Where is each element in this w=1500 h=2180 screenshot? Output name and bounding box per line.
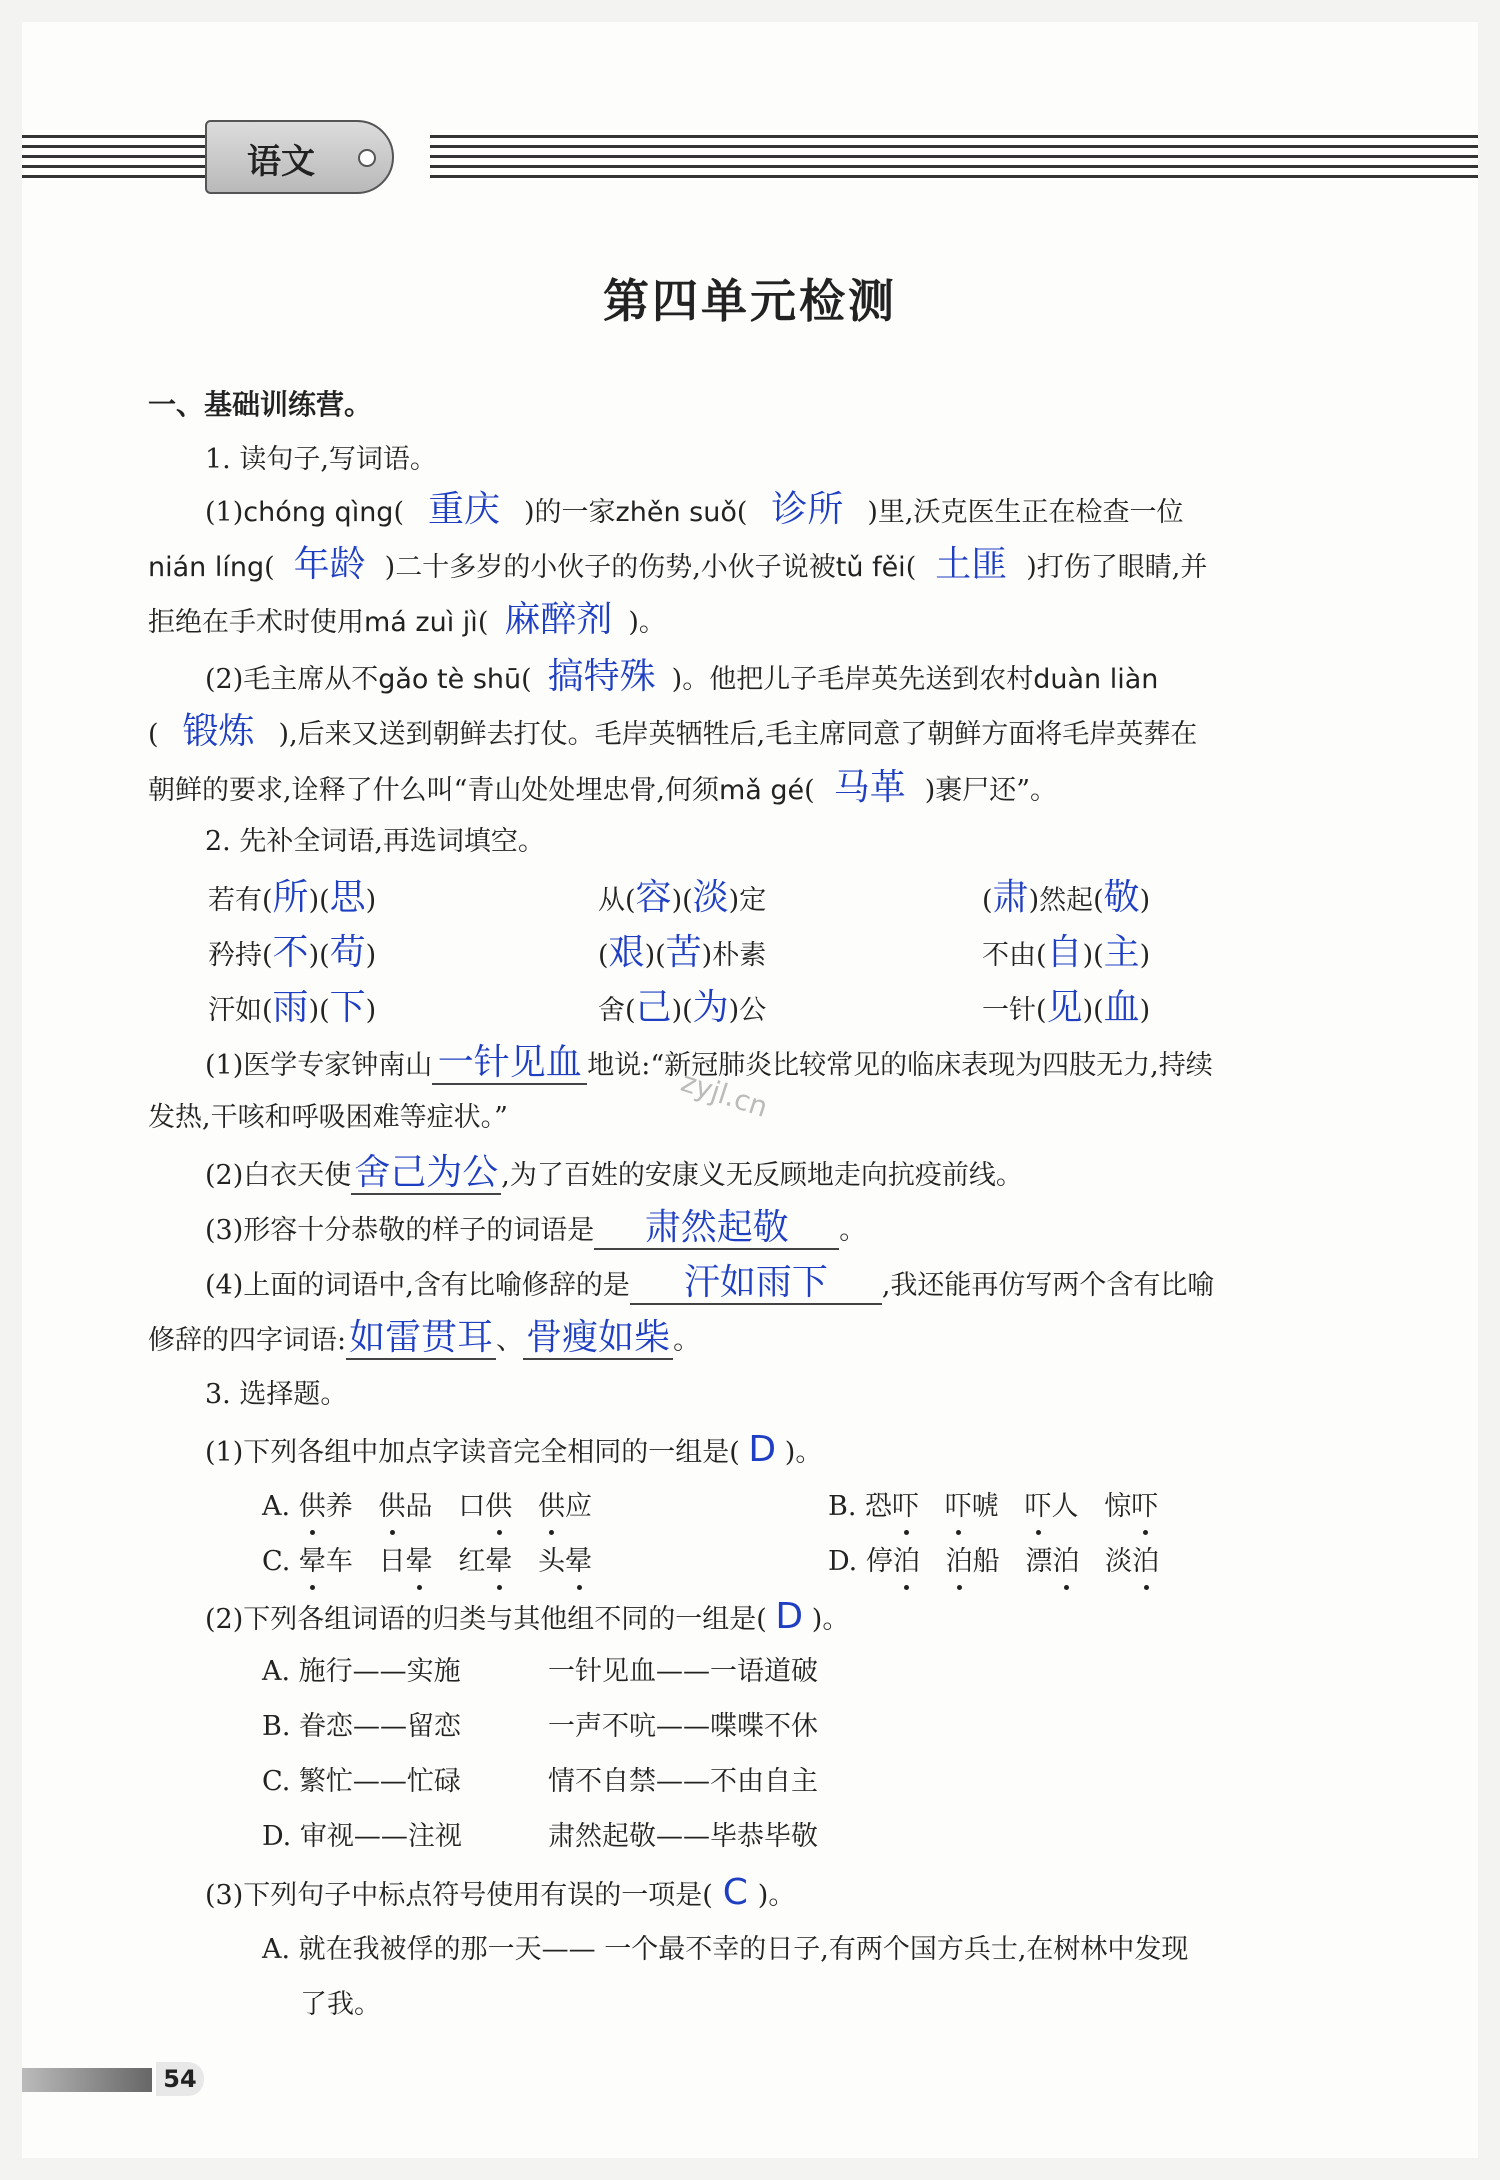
text: 地说:“新冠肺炎比较常见的临床表现为四肢无力,持续 [587,1050,1213,1081]
answer-char[interactable]: 不 [272,932,309,973]
answer-char[interactable]: 为 [692,987,729,1028]
pinyin: zhěn suǒ [615,497,737,528]
dotted-char: 晕 [485,1542,512,1582]
paren: ( [804,775,815,806]
text: A. [262,1491,291,1522]
q3-p1-option-c [262,1542,592,1582]
text: )。他把儿子毛岸英先送到农村 [671,664,1034,695]
q3-p2-option-d-right: 肃然起敬——毕恭毕敬 [548,1821,818,1852]
text: ) [1139,995,1151,1026]
dotted-char: 泊 [1132,1542,1159,1582]
blank-answer[interactable]: 一针见血 [432,1043,587,1085]
text: 日 [378,1546,406,1577]
dotted-char: 供 [299,1487,326,1527]
text: 从( [598,885,636,916]
answer-tufei[interactable]: 土匪 [935,544,1008,585]
text: ),后来又送到朝鲜去打仗。毛岸英牺牲后,毛主席同意了朝鲜方面将毛岸英葬在 [278,719,1198,750]
q2-sentence2 [205,1153,1023,1196]
tab-hole-icon [358,149,376,167]
text: 口 [458,1491,486,1522]
idiom-cell [208,986,376,1033]
paren: ( [148,719,159,750]
text: 养 [325,1491,353,1522]
text: 不由( [982,940,1047,971]
q3-p3-option-a: A. 就在我被俘的那一天—— 一个最不幸的日子,有两个国方兵士,在树林中发现 [262,1934,1189,1965]
q1-line5 [148,712,1197,755]
text: )二十多岁的小伙子的伤势,小伙子说被 [384,552,836,583]
idiom-cell [208,876,376,923]
text: 朝鲜的要求,诠释了什么叫“青山处处埋忠骨,何须 [148,775,719,806]
q3-p2-option-a-right: 一针见血——一语道破 [548,1656,818,1687]
q3-p3-option-a-cont: 了我。 [300,1989,381,2020]
answer-mazuiji[interactable]: 麻醉剂 [504,599,613,640]
text: ) [365,940,377,971]
dotted-char: 晕 [406,1542,433,1582]
answer-char[interactable]: 肃 [992,877,1029,918]
text: (3)下列句子中标点符号使用有误的一项是( [205,1880,713,1911]
q1-line1 [205,490,1184,533]
q3-part1 [205,1430,822,1473]
text: B. 恐 [828,1491,893,1522]
q3-p2-option-c-left: C. 繁忙——忙碌 [262,1766,461,1797]
text: D. 停 [828,1546,893,1577]
answer-char[interactable]: 思 [329,877,366,918]
text: )。 [784,1437,823,1468]
text: )( [308,995,330,1026]
q2-heading: 2. 先补全词语,再选词填空。 [205,826,545,857]
answer-char[interactable]: 淡 [692,877,729,918]
section-heading: 一、基础训练营。 [148,388,373,421]
text: 修辞的四字词语: [148,1325,347,1356]
text: 淡 [1105,1546,1133,1577]
text: )朴素 [701,940,767,971]
text: )打伤了眼睛,并 [1026,552,1208,583]
text: 。 [673,1325,701,1356]
dotted-char: 泊 [1052,1542,1079,1582]
q3-p1-option-a [262,1487,592,1527]
dotted-char: 吓 [945,1487,972,1527]
q1-line4 [205,657,1158,700]
paren: ( [477,607,489,638]
dotted-char: 供 [485,1487,512,1527]
paren: ( [736,497,748,528]
pinyin: má zuì jì [364,607,478,638]
q2-sentence3 [205,1208,866,1251]
dotted-char: 吓 [892,1487,919,1527]
answer-chongqing[interactable]: 重庆 [427,489,500,530]
pinyin: nián líng [148,552,265,583]
text: )公 [728,995,767,1026]
text: 红 [458,1546,486,1577]
blank-answer[interactable]: 舍己为公 [351,1153,501,1195]
pinyin: chóng qìng [243,497,394,528]
dotted-char: 晕 [299,1542,326,1582]
idiom-cell [598,986,766,1033]
text: 一针( [982,995,1047,1026]
answer-nianling[interactable]: 年龄 [293,544,366,585]
idiom-cell [208,931,376,978]
choice-answer[interactable]: C [722,1872,748,1913]
page-title: 第四单元检测 [603,274,897,328]
text: 车 [325,1546,353,1577]
dotted-char: 供 [538,1487,565,1527]
text: ( [598,940,609,971]
text: )( [671,995,693,1026]
text: )。 [811,1604,850,1635]
text: 品 [405,1491,433,1522]
answer-zhensuo[interactable]: 诊所 [771,489,844,530]
text: ,为了百姓的安康义无反顾地走向抗疫前线。 [501,1160,1023,1191]
blank-answer[interactable]: 骨瘦如柴 [523,1318,673,1360]
q3-heading: 3. 选择题。 [205,1379,348,1410]
text: 船 [972,1546,1000,1577]
idiom-cell [598,876,766,923]
paren: ( [264,552,275,583]
idiom-cell [982,986,1150,1033]
answer-char[interactable]: 雨 [272,987,309,1028]
text: )然起( [1028,885,1104,916]
idiom-cell [982,876,1150,923]
text: 人 [1051,1491,1079,1522]
answer-char[interactable]: 容 [635,877,672,918]
answer-duanlian[interactable]: 锻炼 [182,711,255,752]
answer-mage[interactable]: 马革 [833,767,906,808]
text: 应 [564,1491,592,1522]
text: )裹尸还”。 [924,775,1058,806]
text: 、 [496,1325,524,1356]
text: (4)上面的词语中,含有比喻修辞的是 [205,1270,630,1301]
blank-answer[interactable]: 如雷贯耳 [346,1318,496,1360]
q1-heading: 1. 读句子,写词语。 [205,444,437,475]
q3-part2 [205,1597,849,1640]
q1-line3 [148,600,666,643]
text: )( [308,885,330,916]
choice-answer[interactable]: D [775,1596,804,1637]
text: )( [644,940,666,971]
answer-char[interactable]: 下 [329,987,366,1028]
answer-gaoteshu[interactable]: 搞特殊 [547,656,656,697]
q3-p1-option-d [828,1542,1159,1582]
pinyin: gǎo tè shū [378,664,522,695]
answer-char[interactable]: 主 [1103,932,1140,973]
q2-sentence4-cont [148,1318,700,1361]
q3-p2-option-a-left: A. 施行——实施 [262,1656,461,1687]
text: )( [308,940,330,971]
text: C. [262,1546,291,1577]
pinyin: duàn liàn [1033,664,1159,695]
text: 若有( [208,885,273,916]
answer-char[interactable]: 苦 [665,932,702,973]
page-number: 54 [156,2062,204,2096]
paren: ( [393,497,404,528]
text: (1)医学专家钟南山 [205,1050,433,1081]
text: (1)下列各组中加点字读音完全相同的一组是( [205,1437,740,1468]
watermark: zyjl.cn [677,1065,772,1124]
text: )( [671,885,693,916]
q2-sentence4 [205,1263,1214,1306]
text: )定 [728,885,767,916]
pinyin: tǔ fěi [835,552,906,583]
text: 头 [538,1546,566,1577]
text: ) [365,885,377,916]
text: 汗如( [208,995,273,1026]
dotted-char: 供 [378,1487,405,1527]
text: (2)下列各组词语的归类与其他组不同的一组是( [205,1604,767,1635]
idiom-cell [598,931,766,978]
paren: ( [905,552,917,583]
text: 拒绝在手术时使用 [148,607,364,638]
q3-p2-option-c-right: 情不自禁——不由自主 [548,1766,818,1797]
answer-char[interactable]: 所 [272,877,309,918]
idiom-cell [982,931,1150,978]
q1-line2 [148,545,1207,588]
q3-p2-option-b-right: 一声不吭——喋喋不休 [548,1711,818,1742]
blank-answer[interactable]: 肃然起敬 [594,1208,839,1250]
text: 漂 [1025,1546,1053,1577]
text: 。 [839,1215,867,1246]
subject-tab-label: 语文 [247,142,315,182]
text: ( [982,885,993,916]
dotted-char: 泊 [893,1542,920,1582]
answer-char[interactable]: 艰 [608,932,645,973]
text: ,我还能再仿写两个含有比喻 [881,1270,1215,1301]
text: )。 [757,1880,796,1911]
answer-char[interactable]: 自 [1046,932,1083,973]
text: 舍( [598,995,636,1026]
answer-char[interactable]: 敬 [1103,877,1140,918]
text: )( [1082,995,1104,1026]
q3-p1-option-b [828,1487,1158,1527]
answer-char[interactable]: 苟 [329,932,366,973]
blank-answer[interactable]: 汗如雨下 [630,1263,882,1305]
answer-char[interactable]: 见 [1046,987,1083,1028]
q1-line6 [148,768,1057,811]
text: )。 [628,607,666,638]
dotted-char: 吓 [1025,1487,1052,1527]
text: 唬 [971,1491,999,1522]
text: (2)毛主席从不 [205,664,379,695]
dotted-char: 晕 [565,1542,592,1582]
dotted-char: 泊 [946,1542,973,1582]
text: 惊 [1104,1491,1132,1522]
text: (3)形容十分恭敬的样子的词语是 [205,1215,595,1246]
text: )( [1082,940,1104,971]
subject-tab [205,120,394,194]
text: ) [1139,885,1151,916]
q3-p2-option-d-left: D. 审视——注视 [262,1821,462,1852]
text: ) [365,995,377,1026]
q3-part3 [205,1873,795,1916]
text: 矜持( [208,940,273,971]
text: )的一家 [524,497,616,528]
q3-p2-option-b-left: B. 眷恋——留恋 [262,1711,462,1742]
text: ) [1139,940,1151,971]
answer-char[interactable]: 己 [635,987,672,1028]
pinyin: mǎ gé [718,775,805,806]
dotted-char: 吓 [1131,1487,1158,1527]
footer-bar [22,2068,152,2092]
answer-char[interactable]: 血 [1103,987,1140,1028]
choice-answer[interactable]: D [748,1429,777,1470]
paren: ( [521,664,532,695]
q2-sentence1-cont: 发热,干咳和呼吸困难等症状。” [148,1102,508,1133]
q1-num: (1) [205,497,244,528]
text: (2)白衣天使 [205,1160,352,1191]
text: )里,沃克医生正在检查一位 [867,497,1184,528]
